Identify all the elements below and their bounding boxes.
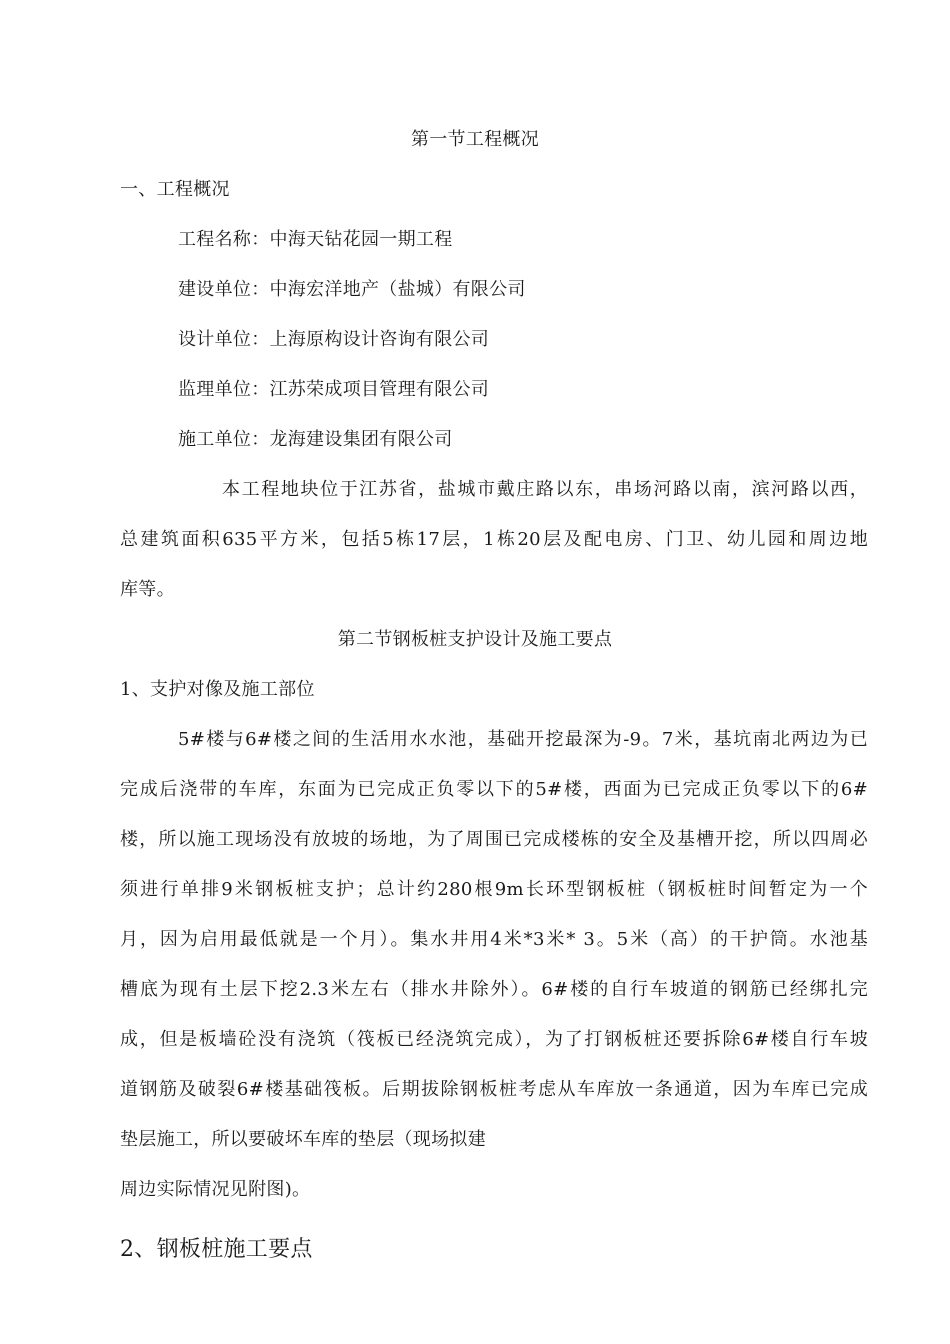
field-supervisor: 监理单位：江苏荣成项目管理有限公司 [178, 379, 490, 400]
support-paragraph-line: 周边实际情况见附图)。 [120, 1179, 311, 1200]
support-paragraph-line: 成，但是板墙砼没有浇筑（筏板已经浇筑完成），为了打钢板桩还要拆除6#楼自行车坡 [120, 1029, 868, 1050]
support-paragraph-line: 道钢筋及破裂6#楼基础筏板。后期拔除钢板桩考虑从车库放一条通道，因为车库已完成 [120, 1079, 868, 1100]
overview-paragraph-line: 库等。 [120, 579, 175, 600]
section1-subheading: 一、工程概况 [120, 179, 230, 200]
overview-paragraph-line: 本工程地块位于江苏省，盐城市戴庄路以东，串场河路以南，滨河路以西， [222, 479, 868, 500]
support-paragraph-line: 垫层施工，所以要破坏车库的垫层（现场拟建 [120, 1129, 486, 1150]
section2-subheading: 1、支护对像及施工部位 [120, 679, 315, 700]
support-paragraph-line: 完成后浇带的车库，东面为已完成正负零以下的5#楼，西面为已完成正负零以下的6# [120, 779, 868, 800]
field-project-name: 工程名称：中海天钻花园一期工程 [178, 229, 453, 250]
section1-title: 第一节工程概况 [410, 129, 540, 150]
section2-subheading2: 2、钢板桩施工要点 [120, 1237, 313, 1262]
field-designer: 设计单位：上海原构设计咨询有限公司 [178, 329, 490, 350]
field-developer: 建设单位：中海宏洋地产（盐城）有限公司 [178, 279, 526, 300]
support-paragraph-line: 槽底为现有土层下挖2.3米左右（排水井除外）。6#楼的自行车坡道的钢筋已经绑扎完 [120, 979, 868, 1000]
section2-title: 第二节钢板桩支护设计及施工要点 [337, 629, 613, 650]
overview-paragraph-line: 总建筑面积635平方米，包括5栋17层，1栋20层及配电房、门卫、幼儿园和周边地 [120, 529, 868, 550]
support-paragraph-line: 须进行单排9米钢板桩支护；总计约280根9m长环型钢板桩（钢板桩时间暂定为一个 [120, 879, 868, 900]
support-paragraph-line: 月，因为启用最低就是一个月）。集水井用4米*3米* 3。5米（高）的干护筒。水池基 [120, 929, 868, 950]
support-paragraph-line: 5#楼与6#楼之间的生活用水水池，基础开挖最深为-9。7米，基坑南北两边为已 [178, 729, 868, 750]
support-paragraph-line: 楼，所以施工现场没有放坡的场地，为了周围已完成楼栋的安全及基槽开挖，所以四周必 [120, 829, 868, 850]
field-contractor: 施工单位：龙海建设集团有限公司 [178, 429, 453, 450]
